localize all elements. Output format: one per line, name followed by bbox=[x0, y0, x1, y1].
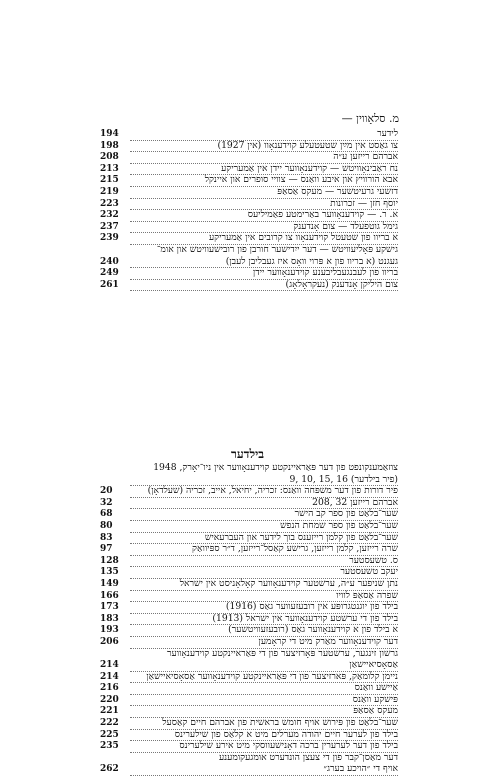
picture-page-number: 193 bbox=[100, 625, 119, 636]
picture-entry-title: דער קוידענאָווער מאַרק מיט די קראָמען bbox=[130, 636, 398, 649]
picture-entry-title: פּישקע וואַנס bbox=[130, 694, 398, 707]
toc-entry bbox=[100, 174, 398, 186]
picture-entry bbox=[100, 624, 398, 636]
toc-entry bbox=[100, 151, 398, 163]
toc-entry bbox=[100, 209, 398, 221]
picture-page-number: 216 bbox=[100, 683, 119, 694]
picture-entry bbox=[100, 532, 398, 544]
picture-entry bbox=[100, 613, 398, 625]
picture-entry bbox=[100, 462, 398, 474]
toc-entry-title: דזשעי גרעיטשער — מעקס אַסאַפּ bbox=[130, 186, 398, 199]
picture-entry-title: אַיישע וואַנס bbox=[130, 682, 398, 695]
picture-entry-title: שרה רייזען, קלמן רייזען, גרישע קאַסל־רייזען, ד״ר ספּיוואַק bbox=[130, 543, 398, 556]
picture-entry-title: אַסאָסיאיישאַן bbox=[130, 659, 398, 672]
picture-entry bbox=[100, 694, 398, 706]
picture-entry bbox=[100, 566, 398, 578]
toc-entry-title: בריוו פון לעבנגעבליבענע קוידענאָווער יידן bbox=[130, 267, 398, 280]
toc-page-number: 240 bbox=[100, 256, 119, 267]
toc-entry bbox=[100, 140, 398, 152]
picture-entry bbox=[100, 648, 398, 660]
picture-entry-title: שער־בלאַט פון קלמן רייזענס בוך לידער און העברעאיש bbox=[130, 532, 398, 545]
picture-entry bbox=[100, 520, 398, 532]
picture-entry-title: צוזאַמענקונפט פון דער פּאַראיינקטע קוידענאָווער אין ניו־יאָרק, 1948 bbox=[153, 462, 398, 473]
picture-entry bbox=[100, 740, 398, 752]
picture-entry-title: שער־בלאַט פון ספר שמחת הנפש bbox=[130, 520, 398, 533]
picture-entry-title: אברהם רייזען 32 ,208 bbox=[130, 497, 398, 510]
picture-entry bbox=[100, 543, 398, 555]
picture-entry bbox=[100, 474, 398, 486]
toc-entry bbox=[100, 198, 398, 210]
toc-entry bbox=[100, 232, 398, 244]
toc-page-number: 208 bbox=[100, 152, 119, 163]
picture-entry bbox=[100, 717, 398, 729]
toc-page-number: 219 bbox=[100, 186, 119, 197]
picture-entry-title: (פיר בילדער) 16 ,15 ,10 ,9 bbox=[130, 474, 398, 487]
picture-entry bbox=[100, 682, 398, 694]
picture-entry-title: בילד פון יוגנטגרופּע אין רובעזעווער גאַס (1916) bbox=[130, 601, 398, 614]
picture-page-number: 173 bbox=[100, 602, 119, 613]
toc-entry-title: לידער bbox=[130, 128, 398, 141]
toc-entry-title: צו גאַסט אין מײַן שטעטעלע קוידענאָוו (אין 1927) bbox=[130, 140, 398, 153]
toc-entry-title: גישקע פּאָליעוויטש — דער ייִדישער חורבן פון רובישעוויטש און אומ־ bbox=[156, 243, 398, 255]
toc-page-number: 198 bbox=[100, 140, 119, 151]
picture-entry-title: בילד פון לערער חיים יהודה מערלים מיט א קלאַס פון שילערינס bbox=[130, 729, 398, 742]
picture-page-number: 166 bbox=[100, 590, 119, 601]
picture-page-number: 214 bbox=[100, 660, 119, 671]
picture-page-number: 225 bbox=[100, 729, 119, 740]
toc-entry-title: אברהם רייזען ע״ה bbox=[130, 151, 398, 164]
toc-entry bbox=[100, 163, 398, 175]
picture-page-number: 235 bbox=[100, 741, 119, 752]
picture-entry bbox=[100, 555, 398, 567]
toc-entry bbox=[100, 267, 398, 279]
picture-entry bbox=[100, 636, 398, 648]
toc-entry-title: יוסף חזן — זכרונות bbox=[130, 198, 398, 211]
picture-entry bbox=[100, 729, 398, 741]
toc-entry bbox=[100, 244, 398, 256]
picture-page-number: 221 bbox=[100, 706, 119, 717]
picture-entry-title: גרשון זינגער, ערשטער פּאָרזיצער פון די פּאַראיינקטע קוידענאָווער bbox=[167, 647, 398, 659]
picture-page-number: 183 bbox=[100, 613, 119, 624]
toc-entry bbox=[100, 256, 398, 268]
toc-entry bbox=[100, 128, 398, 140]
picture-page-number: 68 bbox=[100, 509, 113, 520]
picture-entry bbox=[100, 590, 398, 602]
toc-entry-title: נח ראַבינאָוויטש — קוידענאָווער יידן אין אַמעריקע bbox=[130, 163, 398, 176]
toc-page-number: 194 bbox=[100, 129, 119, 139]
picture-entry-title: בילד פון די ערשטע קוידענאָווער אין ישראל (1913) bbox=[130, 613, 398, 626]
picture-page-number: 149 bbox=[100, 578, 119, 589]
toc-entry-title: צום היליקן אָנדענק (נעקראָלאָג) bbox=[130, 279, 398, 292]
toc-page-number: 232 bbox=[100, 210, 119, 221]
picture-entry-title: מעקס אַסאַפּ bbox=[130, 705, 398, 718]
toc-page-number: 213 bbox=[100, 163, 119, 174]
picture-entry bbox=[100, 671, 398, 683]
toc-entry bbox=[100, 279, 398, 291]
toc-page-number: 249 bbox=[100, 268, 119, 279]
picture-entry bbox=[100, 578, 398, 590]
picture-entry bbox=[100, 705, 398, 717]
picture-page-number: 32 bbox=[100, 497, 113, 508]
toc-entry bbox=[100, 186, 398, 198]
picture-entry bbox=[100, 659, 398, 671]
picture-entry-title: שפרה אַסאַפּ לוויו bbox=[130, 590, 398, 603]
picture-page-number: 135 bbox=[100, 567, 119, 578]
picture-entry bbox=[100, 497, 398, 509]
picture-entry-title: בילד פון דער לערערין ברכה דאָנישעווסקי מיט אירע שילערינס bbox=[130, 740, 398, 753]
picture-page-number: 222 bbox=[100, 718, 119, 729]
picture-entry bbox=[100, 752, 398, 764]
picture-entry-title: א בילד פון א קוידענאָווער גאַס (רובעזעוויטשער) bbox=[130, 624, 398, 637]
picture-entry-title: פיר דורות פון דער משפּחה וואַנס: זכריה, יחיאל, אייב, זכריה (שעלדאָן) bbox=[130, 485, 398, 498]
toc-page-number: 215 bbox=[100, 175, 119, 186]
section-author-header: מ. סלאָווין — bbox=[341, 112, 399, 125]
picture-entry-title: שער־בלאַט פון פּירוש אויף חומש בראשית פון אברהם חיים קאַסעל bbox=[130, 717, 398, 730]
toc-entry-title: א. ר. — קוידענאָווער באַרימטע פאַמיליעס bbox=[130, 209, 398, 222]
toc-page-number: 223 bbox=[100, 198, 119, 209]
toc-page-number: 237 bbox=[100, 221, 119, 232]
picture-entry-title: אויף די ״הויכע בערג״ bbox=[130, 763, 398, 776]
toc-entry-title: געגנט (א בריוו פון א פּרוי וואָס איז געבליבן לעבן) bbox=[130, 256, 398, 269]
toc-page-number: 261 bbox=[100, 279, 119, 290]
toc-page-number: 239 bbox=[100, 233, 119, 244]
toc-entry-title: גימל גוטפעלד — צום אָנדענק bbox=[130, 221, 398, 234]
picture-entry-title: ס. טשעסטער bbox=[130, 555, 398, 568]
toc-entry-title: אבא הורוויץ און איבע וואַנס — צוויי סופרים און איינקל bbox=[130, 174, 398, 187]
picture-page-number: 20 bbox=[100, 486, 113, 497]
picture-page-number: 214 bbox=[100, 671, 119, 682]
picture-entry bbox=[100, 601, 398, 613]
picture-entry bbox=[100, 508, 398, 520]
picture-page-number: 83 bbox=[100, 532, 113, 543]
picture-page-number: 262 bbox=[100, 764, 119, 775]
picture-entry-title: דער מאַסן־קבר פון די צעצן הונדערט אומגעקומענע bbox=[218, 751, 398, 763]
picture-page-number: 128 bbox=[100, 555, 119, 566]
picture-page-number: 80 bbox=[100, 520, 113, 531]
pictures-section-title: בילדער bbox=[231, 447, 264, 461]
toc-entry-title: א בריוו פון שטעטל קוידענאָוו צו קרובים אין אַמעריקע bbox=[130, 232, 398, 245]
picture-entry bbox=[100, 485, 398, 497]
picture-page-number: 206 bbox=[100, 636, 119, 647]
picture-entry-title: נתן שניפער ע״ה, ערשטער קוידענאָווער קאָלאָניסט אין ישראל bbox=[130, 578, 398, 591]
picture-entry-title: שער־בלאַט פון ספר קב הישר bbox=[130, 508, 398, 521]
picture-page-number: 97 bbox=[100, 544, 113, 555]
picture-entry-title: ניימן קלומאַק, פּארזיצער פון די פּאַראיינקטע קוידענאָווער אַסאָסיאיישאַן bbox=[130, 671, 398, 684]
picture-entry-title: יעקב טשעסטער bbox=[130, 566, 398, 579]
picture-entry bbox=[100, 763, 398, 775]
toc-entry bbox=[100, 221, 398, 233]
picture-page-number: 220 bbox=[100, 694, 119, 705]
toc-list bbox=[100, 128, 398, 290]
pictures-list bbox=[100, 462, 398, 775]
